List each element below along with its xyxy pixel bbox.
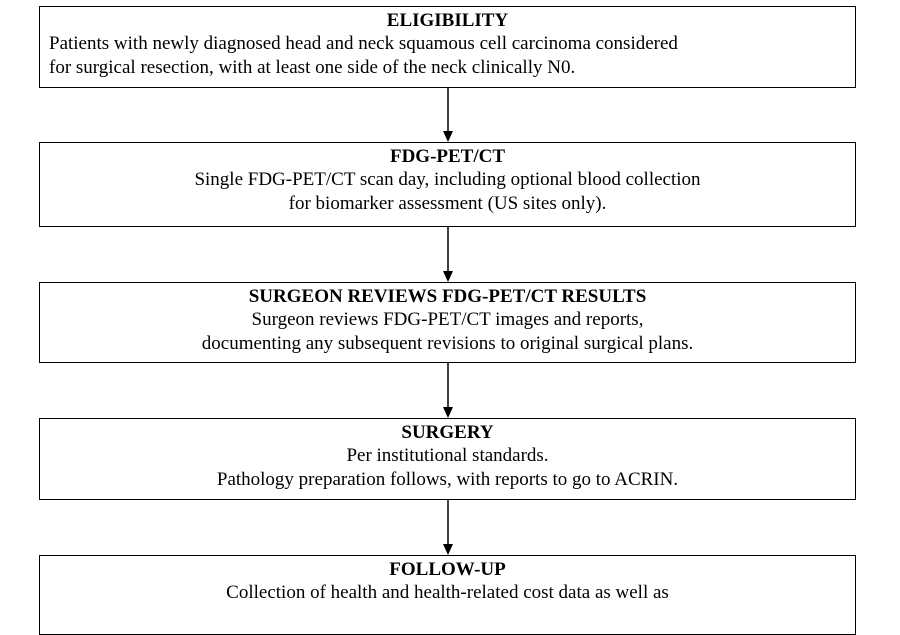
- arrowhead-2: [443, 271, 453, 282]
- fdg-pet-ct-text-line-2: for biomarker assessment (US sites only).: [288, 193, 607, 214]
- surgeon-review-text-line-2: documenting any subsequent revisions to original surgical plans.: [201, 333, 694, 354]
- arrowhead-3: [443, 407, 453, 418]
- eligibility-text-line-1: Patients with newly diagnosed head and neck squamous cell carcinoma considered: [49, 33, 678, 54]
- surgeon-review-box: [39, 282, 856, 363]
- fdg-pet-ct-box: [39, 142, 856, 227]
- surgery-box: [39, 418, 856, 500]
- surgery-title: SURGERY: [401, 422, 494, 443]
- surgeon-review-text-line-1: Surgeon reviews FDG-PET/CT images and reports,: [251, 309, 644, 330]
- follow-up-text-line-1: Collection of health and health-related cost data as well as: [226, 582, 669, 603]
- eligibility-box: [39, 6, 856, 88]
- follow-up-title: FOLLOW-UP: [389, 559, 506, 580]
- arrowhead-4: [443, 544, 453, 555]
- fdg-pet-ct-title: FDG-PET/CT: [389, 146, 506, 167]
- surgeon-review-title: SURGEON REVIEWS FDG-PET/CT RESULTS: [248, 286, 647, 307]
- arrowhead-1: [443, 131, 453, 142]
- surgery-text-line-1: Per institutional standards.: [346, 445, 549, 466]
- follow-up-box: [39, 555, 856, 635]
- fdg-pet-ct-text-line-1: Single FDG-PET/CT scan day, including optional blood collection: [194, 169, 701, 190]
- surgery-text-line-2: Pathology preparation follows, with reports to go to ACRIN.: [216, 469, 679, 490]
- eligibility-title: ELIGIBILITY: [386, 10, 509, 31]
- eligibility-text-line-2: for surgical resection, with at least one side of the neck clinically N0.: [49, 57, 576, 78]
